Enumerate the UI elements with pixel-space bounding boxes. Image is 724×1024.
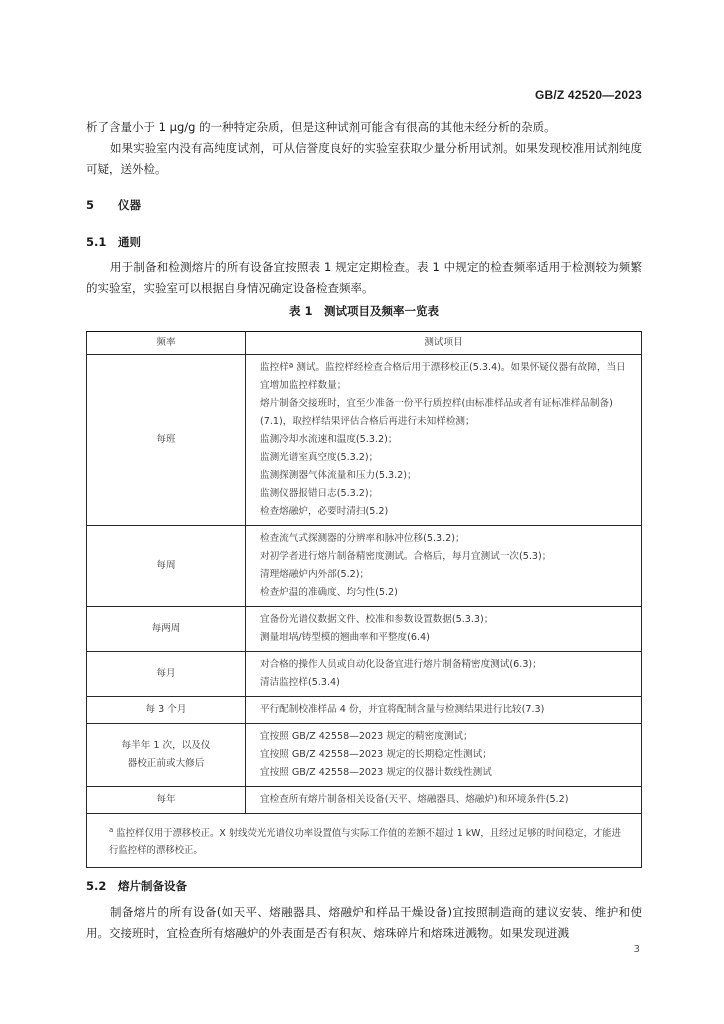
item-line: 监测仪器报错日志(5.3.2)； [260, 488, 379, 499]
frequency-table [86, 331, 642, 868]
items-cell [246, 526, 642, 607]
item-line: 对初学者进行熔片制备精密度测试。合格后，每月宜测试一次(5.3)； [260, 551, 552, 562]
item-line: 宜按照 GB/Z 42558—2023 规定的精密度测试； [260, 731, 473, 742]
section-5-1-heading [86, 234, 141, 250]
section-5-2-heading [86, 878, 187, 894]
header-frequency: 频率 [87, 332, 246, 355]
section-title: 通则 [118, 235, 141, 249]
item-line: 监测冷却水流速和温度(5.3.2)； [260, 434, 398, 445]
items-cell [246, 724, 642, 787]
item-line: 检查熔融炉，必要时清扫(5.2) [260, 506, 389, 517]
frequency-line: 每半年 1 次，以及仪 [121, 740, 211, 751]
item-line: 熔片制备交接班时，宜至少准备一份平行质控样(由标准样品或者有证标准样品制备)(7.1)，取控样结果评估合格后再进行未知样检测； [260, 398, 613, 427]
item-line: 测量坩埚/铸型模的翘曲率和平整度(6.4) [260, 632, 430, 643]
intro-paragraph: 如果实验室内没有高纯度试剂，可从信誉度良好的实验室获取少量分析用试剂。如果发现校准用试剂纯度可疑，送外检。 [86, 141, 642, 176]
items-cell [246, 355, 642, 526]
section-5-heading [86, 197, 141, 213]
section-5-1-paragraph: 用于制备和检测熔片的所有设备宜按照表 1 规定定期检查。表 1 中规定的检查频率适用于检测较为频繁的实验室，实验室可以根据自身情况确定设备检查频率。 [86, 260, 642, 295]
footnote-mark: a [109, 826, 114, 834]
item-line: 宜检查所有熔片制备相关设备(天平、熔融器具、熔融炉)和环境条件(5.2) [260, 794, 569, 805]
item-line [260, 359, 631, 395]
table-row [87, 697, 642, 724]
table-footnote-row [87, 814, 642, 868]
footnote-text: 监控样仅用于漂移校正。X 射线荧光光谱仪功率设置值与实际工作值的差额不超过 1 kW，且经过足够的时间稳定，才能进行监控样的漂移校正。 [109, 828, 622, 857]
item-line: 监测探测器气体流量和压力(5.3.2)； [260, 470, 417, 481]
intro-line: 析了含量小于 1 μg/g 的一种特定杂质，但是这种试剂可能含有很高的其他未经分析的杂质。 [86, 120, 556, 134]
table-row [87, 355, 642, 526]
section-number: 5.1 [86, 235, 107, 249]
table-row [87, 652, 642, 697]
frequency-cell: 每月 [87, 652, 246, 697]
section-5-2-paragraph: 制备熔片的所有设备(如天平、熔融器具、熔融炉和样品干燥设备)宜按照制造商的建议安装、维护和使用。交接班时，宜检查所有熔融炉的外表面是否有积灰、熔珠碎片和熔珠迸溅物。如果发现迸溅 [86, 905, 642, 940]
item-line: 清理熔融炉内外部(5.2)； [260, 569, 370, 580]
page-number: 3 [633, 944, 640, 955]
item-line: 对合格的操作人员或自动化设备宜进行熔片制备精密度测试(6.3)； [260, 659, 542, 670]
item-line: 检查炉温的准确度、均匀性(5.2) [260, 587, 398, 598]
item-line: 宜按照 GB/Z 42558—2023 规定的仪器计数线性测试 [260, 767, 492, 778]
frequency-cell: 每班 [87, 355, 246, 526]
table-row [87, 787, 642, 814]
item-line: 宜按照 GB/Z 42558—2023 规定的长期稳定性测试； [260, 749, 492, 760]
section-title: 仪器 [118, 198, 141, 212]
items-cell [246, 697, 642, 724]
table-row [87, 526, 642, 607]
section-number: 5.2 [86, 879, 107, 893]
table-footnote [87, 814, 642, 868]
item-line: 平行配制校准样品 4 份，并宜将配制含量与检测结果进行比较(7.3) [260, 704, 545, 715]
table-row [87, 607, 642, 652]
frequency-cell: 每周 [87, 526, 246, 607]
standard-code: GB/Z 42520—2023 [534, 88, 642, 102]
section-title: 熔片制备设备 [118, 879, 187, 893]
items-cell [246, 787, 642, 814]
item-line: 清洁监控样(5.3.4) [260, 677, 340, 688]
items-cell [246, 652, 642, 697]
frequency-cell: 每两周 [87, 607, 246, 652]
table-row [87, 724, 642, 787]
frequency-cell [87, 724, 246, 787]
frequency-line: 器校正前或大修后 [127, 758, 205, 769]
section-number: 5 [86, 198, 95, 212]
item-line: 宜备份光谱仪数据文件、校准和参数设置数据(5.3.3)； [260, 614, 494, 625]
frequency-cell: 每 3 个月 [87, 697, 246, 724]
header-items: 测试项目 [246, 332, 642, 355]
items-cell [246, 607, 642, 652]
frequency-cell: 每年 [87, 787, 246, 814]
item-line: 监测光谱室真空度(5.3.2)； [260, 452, 379, 463]
table-title: 表 1 测试项目及频率一览表 [288, 304, 439, 318]
table-header-row [87, 332, 642, 355]
item-line: 检查流气式探测器的分辨率和脉冲位移(5.3.2)； [260, 533, 465, 544]
item-text: 监控样ª 测试。监控样经检查合格后用于漂移校正(5.3.4)。如果怀疑仪器有故障，当日宜增加监控样数量； [260, 362, 626, 391]
